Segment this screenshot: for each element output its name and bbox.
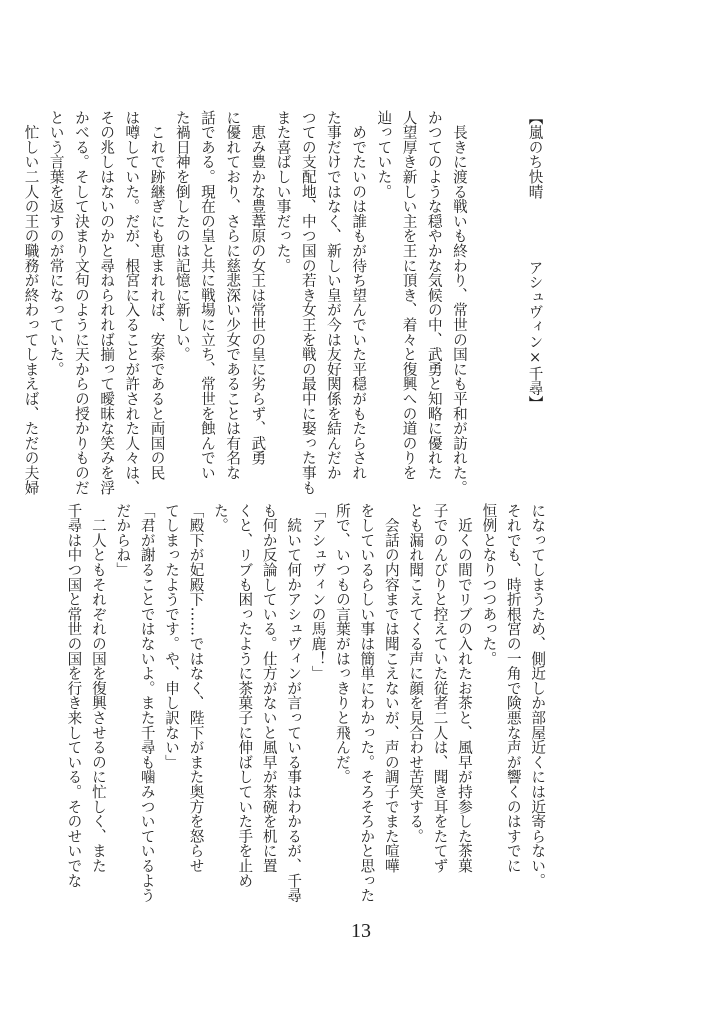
text-line: これで跡継ぎにも恵まれれば、安泰であると両国の民 xyxy=(148,110,166,480)
text-line: かべる。そして決まり文句のように天からの授かりものだ xyxy=(72,110,90,495)
text-line: 所で、いつもの言葉がはっきりと飛んだ。 xyxy=(333,503,351,785)
text-line: 近くの間でリブの入れたお茶と、風早が持参した茶菓 xyxy=(455,503,473,873)
text-line: も何か反論している。仕方がないと風早が茶碗を机に置 xyxy=(260,503,278,873)
text-line: 「殿下が妃殿下……ではなく、陛下がまた奥方を怒らせ xyxy=(187,503,205,873)
text-line: 恵み豊かな豊葦原の女王は常世の皇に劣らず、武勇 xyxy=(249,110,267,466)
text-line: その兆しはないのかと尋ねられれば揃って曖昧な笑みを浮 xyxy=(98,110,116,495)
text-line: とも漏れ聞こえてくる声に顔を見合わせ苦笑する。 xyxy=(407,503,425,844)
text-line: た。 xyxy=(211,503,229,533)
text-line: 忙しい二人の王の職務が終わってしまえば、ただの夫婦 xyxy=(22,110,40,495)
text-line: 会話の内容までは聞こえないが、声の調子でまた喧嘩 xyxy=(382,503,400,873)
text-line: 「アシュヴィンの馬鹿！」 xyxy=(309,503,327,681)
text-line: また喜ばしい事だった。 xyxy=(274,110,292,273)
text-line: 長きに渡る戦いも終わり、常世の国にも平和が訪れた。 xyxy=(450,110,468,495)
text-line: 「君が謝ることではないよ。また千尋も噛みついているよう xyxy=(138,503,156,903)
text-line: てしまったようです。や、申し訳ない」 xyxy=(163,503,181,770)
text-line: 話である。現在の皇と共に戦場に立ち、常世を蝕んでい xyxy=(198,110,216,480)
text-line: に優れており、さらに慈悲深い少女であることは有名な xyxy=(224,110,242,480)
text-line: 続いて何かアシュヴィンが言っている事はわかるが、千尋 xyxy=(285,503,303,903)
text-line: 人望厚き新しい主を王に頂き、着々と復興への道のりを xyxy=(400,110,418,480)
text-line: かつてのような穏やかな気候の中、武勇と知略に優れた xyxy=(425,110,443,480)
text-line: それでも、時折根宮の一角で険悪な声が響くのはすでに xyxy=(504,503,522,873)
text-line: た禍日神を倒したのは記憶に新しい。 xyxy=(173,110,191,362)
text-line: だからね」 xyxy=(114,503,132,577)
title-left: 【嵐のち快晴 xyxy=(526,110,544,199)
story-title xyxy=(522,110,547,410)
text-line: 恒例となりつつあった。 xyxy=(480,503,498,666)
text-line: は噂していた。だが、根宮に入ることが許された人々は、 xyxy=(123,110,141,495)
text-line: 辿っていた。 xyxy=(375,110,393,199)
text-line: 二人ともそれぞれの国を復興させるのに忙しく、また xyxy=(89,503,107,873)
page-number: 13 xyxy=(351,920,371,942)
lower-text-block xyxy=(37,503,598,913)
text-line: 千尋は中つ国と常世の国を行き来している。そのせいでな xyxy=(65,503,83,888)
text-line: つての支配地、中つ国の若き女王を戦の最中に娶った事も xyxy=(299,110,317,495)
text-line: た事だけではなく、新しい皇が今は友好関係を結んだか xyxy=(324,110,342,480)
text-line: になってしまうため、側近しか部屋近くには近寄らない。 xyxy=(529,503,547,888)
text-line: をしているらしい事は簡単にわかった。そろそろかと思った xyxy=(358,503,376,903)
text-line: という言葉を返すのが常になっていた。 xyxy=(47,110,65,377)
title-right: アシュヴィン×千尋】 xyxy=(526,259,544,410)
text-line: くと、リブも困ったように茶菓子に伸ばしていた手を止め xyxy=(236,503,254,888)
text-line: 子でのんびりと控えていた従者二人は、聞き耳をたてず xyxy=(431,503,449,873)
upper-text-block xyxy=(0,110,598,495)
text-line: めでたいのは誰もが待ち望んでいた平穏がもたらされ xyxy=(350,110,368,480)
